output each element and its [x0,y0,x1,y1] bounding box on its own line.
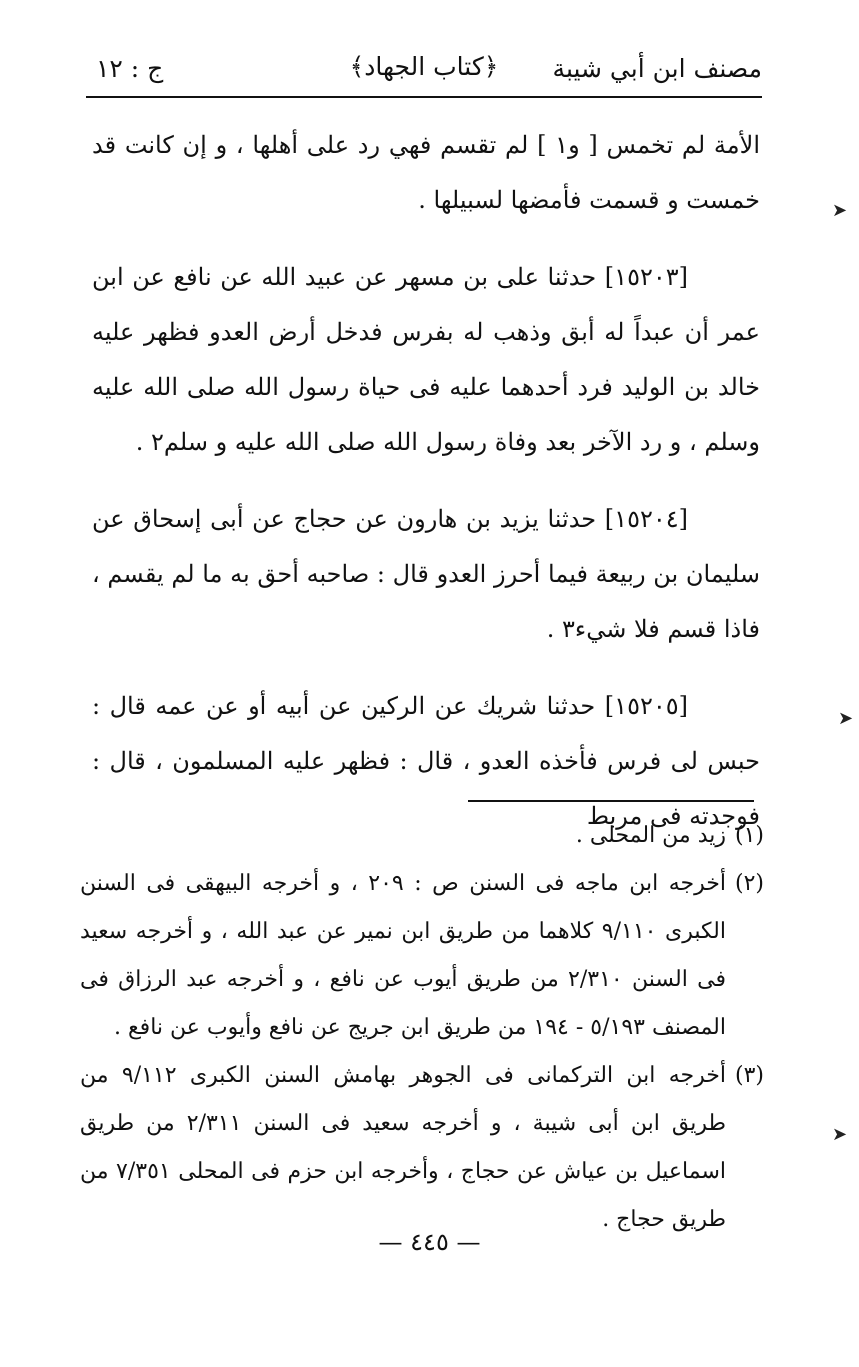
page-number: — ٤٤٥ — [378,1228,481,1256]
footnote-number: (٣) [734,1063,764,1088]
hadith-15205: [١٥٢٠٥] حدثنا شريك عن الركين عن أبيه أو عن عمه قال : حبس لى فرس فأخذه العدو ، قال : فظهر عليه المسلمون ، قال : فوجدته فى مربط [92,692,760,830]
chapter-title: ﴿كتاب الجهاد﴾ [349,52,499,81]
hadith-15203: [١٥٢٠٣] حدثنا على بن مسهر عن عبيد الله عن نافع عن ابن عمر أن عبداً له أبق وذهب له بفرس فدخل أرض العدو فظهر عليه خالد بن الوليد فرد أحدهما عليه فى حياة رسول الله صلى الله عليه وسلم ، و رد الآخر بعد وفاة رسول الله صلى الله عليه و سلم٢ . [92,263,760,456]
margin-mark: ➤ [838,708,854,729]
footnotes [80,812,764,1244]
paragraph-continuation: الأمة لم تخمس [ و١ ] لم تقسم فهي رد على أهلها ، و إن كانت قد خمست و قسمت فأمضها لسبيلها . [92,131,760,214]
footnote-number: (٢) [734,871,764,896]
footnote-number: (١) [734,823,764,848]
book-title: مصنف ابن أبي شيبة [552,54,762,83]
footnote-1 [80,812,764,860]
footnote-separator [468,800,754,802]
footnote-3 [80,1052,764,1244]
main-text [92,118,760,844]
margin-mark: ➤ [832,1124,848,1145]
footnote-2 [80,860,764,1052]
hadith-15204: [١٥٢٠٤] حدثنا يزيد بن هارون عن حجاج عن أبى إسحاق عن سليمان بن ربيعة فيما أحرز العدو قال : صاحبه أحق به ما لم يقسم ، فاذا قسم فلا شيء٣ . [92,505,760,643]
footnote-text: زيد من المحلى . [575,823,726,848]
margin-mark: ➤ [832,200,848,221]
footnote-text: أخرجه ابن التركمانى فى الجوهر بهامش السنن الكبرى ٩/١١٢ من طريق ابن أبى شيبة ، و أخرجه سعيد فى السنن ٢/٣١١ من طريق اسماعيل بن عياش عن حجاج ، وأخرجه ابن حزم فى المحلى ٧/٣٥١ من طريق حجاج . [80,1063,726,1232]
running-header [86,50,762,98]
footnote-text: أخرجه ابن ماجه فى السنن ص : ٢٠٩ ، و أخرجه البيهقى فى السنن الكبرى ٩/١١٠ كلاهما من طريق ابن نمير عن عبد الله ، و أخرجه سعيد فى السنن ٢/٣١٠ من طريق أيوب عن نافع ، و أخرجه عبد الرزاق فى المصنف ٥/١٩٣ - ١٩٤ من طريق ابن جريج عن نافع وأيوب عن نافع . [80,871,726,1040]
volume-number: ج : ١٢ [96,54,164,83]
